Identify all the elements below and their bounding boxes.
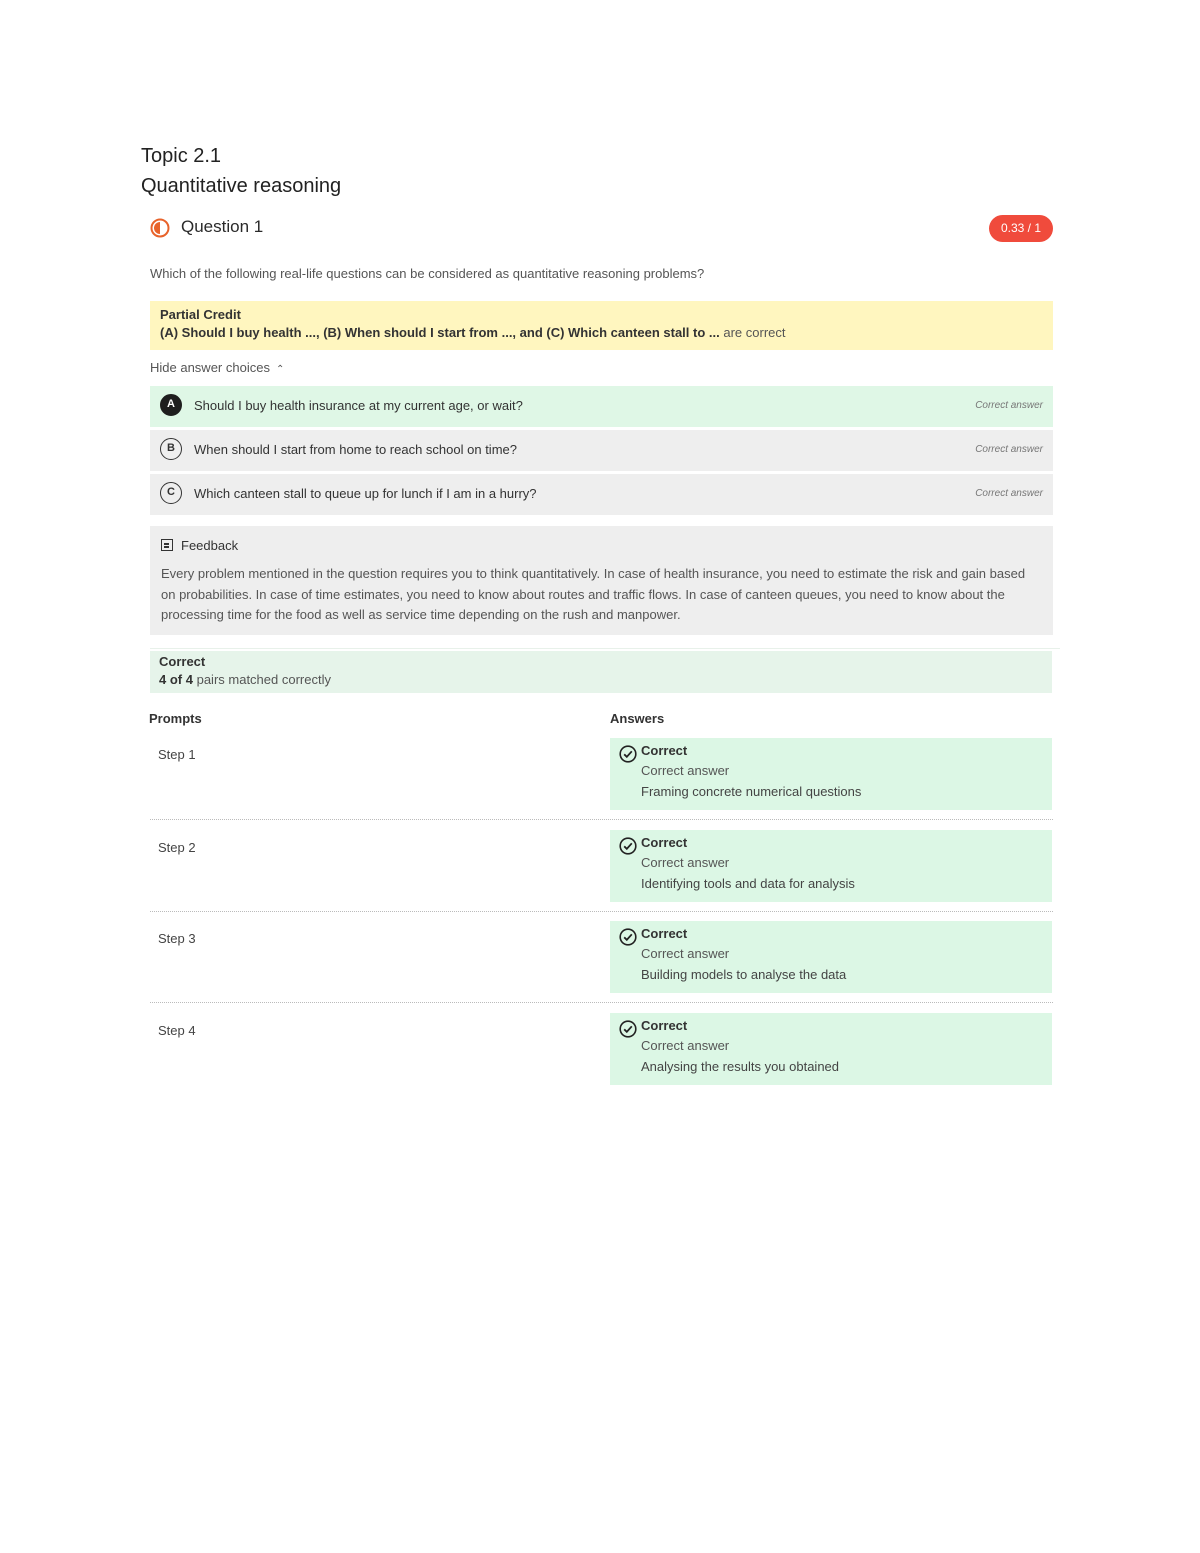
chevron-up-icon: ⌃	[275, 364, 285, 375]
answer-status: Correct	[641, 743, 688, 758]
answer-box-step-4	[610, 1013, 1052, 1085]
choice-letter-c: C	[160, 482, 182, 504]
matching-result-suffix: pairs matched correctly	[196, 672, 331, 687]
choice-tag: Correct answer	[975, 444, 1043, 455]
feedback-text: Every problem mentioned in the question requires you to think quantitatively. In case of health insurance, you need to estimate the risk and gain based on probabilities. In case of time estimates, you need to know about routes and traffic flows. In case of canteen queues, you need to know about the processing time for the food as well as service time depending on the rush and manpower.	[161, 566, 1026, 622]
answer-value: Analysing the results you obtained	[641, 1059, 840, 1074]
check-circle-icon	[619, 1020, 637, 1038]
feedback-icon	[161, 539, 173, 551]
choice-tag: Correct answer	[975, 400, 1043, 411]
feedback-panel	[150, 526, 1053, 635]
row-divider	[150, 911, 1053, 912]
answer-value: Identifying tools and data for analysis	[641, 876, 855, 891]
answer-value: Framing concrete numerical questions	[641, 784, 862, 799]
answer-label: Correct answer	[641, 855, 730, 870]
hide-answer-choices-toggle[interactable]	[150, 360, 284, 375]
choice-text: Should I buy health insurance at my current age, or wait?	[194, 398, 523, 413]
answer-status: Correct	[641, 835, 688, 850]
answer-status: Correct	[641, 926, 688, 941]
prompt-step-1: Step 1	[158, 747, 196, 762]
answer-choice-c[interactable]	[150, 474, 1053, 515]
choice-text: When should I start from home to reach school on time?	[194, 442, 517, 457]
row-divider	[150, 1002, 1053, 1003]
partial-credit-body: (A) Should I buy health ..., (B) When should I start from ..., and (C) Which canteen stall to ...	[160, 325, 720, 340]
answer-box-step-3	[610, 921, 1052, 993]
partial-credit-label: Partial Credit	[160, 307, 241, 322]
topic-subtitle: Quantitative reasoning	[141, 175, 342, 197]
answer-box-step-2	[610, 830, 1052, 902]
answer-choice-b[interactable]	[150, 430, 1053, 471]
prompts-column-header: Prompts	[149, 711, 202, 726]
answer-label: Correct answer	[641, 946, 730, 961]
choice-letter-b: B	[160, 438, 182, 460]
score-badge: 0.33 / 1	[989, 215, 1053, 242]
answer-label: Correct answer	[641, 1038, 730, 1053]
prompt-step-3: Step 3	[158, 931, 196, 946]
answer-box-step-1	[610, 738, 1052, 810]
choice-tag: Correct answer	[975, 488, 1043, 499]
check-circle-icon	[619, 837, 637, 855]
hide-answer-choices-label: Hide answer choices	[150, 360, 270, 375]
answer-choice-a[interactable]	[150, 386, 1053, 427]
answer-value: Building models to analyse the data	[641, 967, 847, 982]
partial-credit-banner	[150, 301, 1053, 350]
answers-column-header: Answers	[610, 711, 665, 726]
choice-text: Which canteen stall to queue up for lunch if I am in a hurry?	[194, 486, 537, 501]
document-title	[141, 141, 341, 201]
check-circle-icon	[619, 745, 637, 763]
matching-result-count: 4 of 4	[159, 672, 193, 687]
matching-result-banner	[150, 651, 1052, 693]
topic-label: Topic 2.1	[141, 145, 222, 167]
row-divider	[150, 819, 1053, 820]
question-title: Question 1	[181, 217, 264, 236]
divider	[150, 648, 1060, 649]
check-circle-icon	[619, 928, 637, 946]
choice-letter-a: A	[160, 394, 182, 416]
partial-credit-suffix: are correct	[723, 325, 786, 340]
answer-label: Correct answer	[641, 763, 730, 778]
question-header	[150, 214, 1053, 244]
half-circle-icon	[150, 218, 170, 238]
question-text: Which of the following real-life questions can be considered as quantitative reasoning problems?	[150, 266, 705, 281]
matching-result-label: Correct	[159, 654, 206, 669]
answer-status: Correct	[641, 1018, 688, 1033]
feedback-title: Feedback	[181, 538, 239, 553]
prompt-step-2: Step 2	[158, 840, 196, 855]
prompt-step-4: Step 4	[158, 1023, 196, 1038]
